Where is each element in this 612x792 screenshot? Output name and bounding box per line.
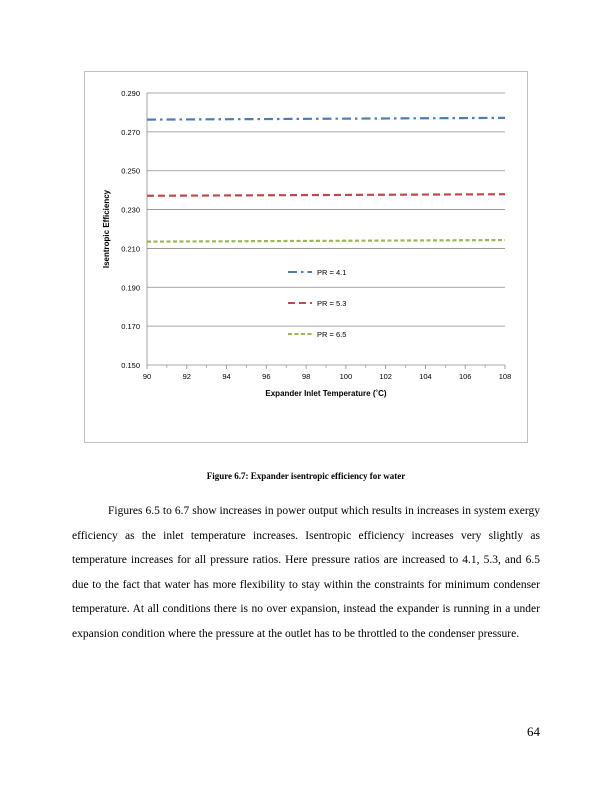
line-chart (85, 72, 529, 444)
legend-label-2: PR = 5.3 (317, 299, 347, 308)
y-tick-label: 0.250 (121, 166, 140, 176)
x-tick-label: 108 (498, 372, 512, 381)
y-tick-label: 0.230 (121, 205, 140, 215)
y-axis-label: Isentropic Efficiency (102, 189, 111, 269)
series-line-2 (147, 194, 505, 196)
y-tick-label: 0.270 (121, 127, 140, 137)
x-axis-label: Expander Inlet Temperature (˚C) (265, 389, 387, 398)
x-tick-label: 106 (458, 372, 472, 381)
y-tick-label: 0.210 (121, 244, 140, 254)
x-tick-label: 90 (142, 372, 152, 381)
y-tick-label: 0.170 (121, 322, 140, 332)
series-line-3 (147, 240, 505, 242)
y-tick-label: 0.150 (121, 361, 140, 370)
y-tick-label: 0.190 (121, 283, 140, 293)
x-tick-label: 100 (339, 372, 353, 381)
x-tick-label: 96 (262, 372, 271, 381)
x-tick-label: 104 (419, 372, 432, 381)
body-paragraph: Figures 6.5 to 6.7 show increases in power output which results in increases in system exergy efficiency as the inlet temperature increases. Isentropic efficiency increases very slightly as temperature increases for all pressure ratios. Here pressure ratios are increased to 4.1, 5.3, and 6.5 due to the fact that water has more flexibility to stay within the constraints for minimum condenser temperature. At all conditions there is no over expansion, instead the expander is running in a under expansion condition where the pressure at the outlet has to be throttled to the condenser pressure. (72, 505, 540, 640)
x-tick-label: 98 (301, 372, 311, 381)
chart-container (84, 71, 528, 443)
legend-label-1: PR = 4.1 (317, 268, 347, 277)
series-line-1 (147, 118, 505, 120)
figure-caption: Figure 6.7: Expander isentropic efficiency for water (206, 471, 406, 481)
legend-label-3: PR = 6.5 (317, 330, 347, 339)
x-tick-label: 92 (182, 372, 191, 381)
x-tick-label: 94 (222, 372, 231, 381)
y-tick-label: 0.290 (121, 89, 140, 98)
x-tick-label: 102 (379, 372, 392, 381)
page-number: 64 (527, 724, 540, 739)
